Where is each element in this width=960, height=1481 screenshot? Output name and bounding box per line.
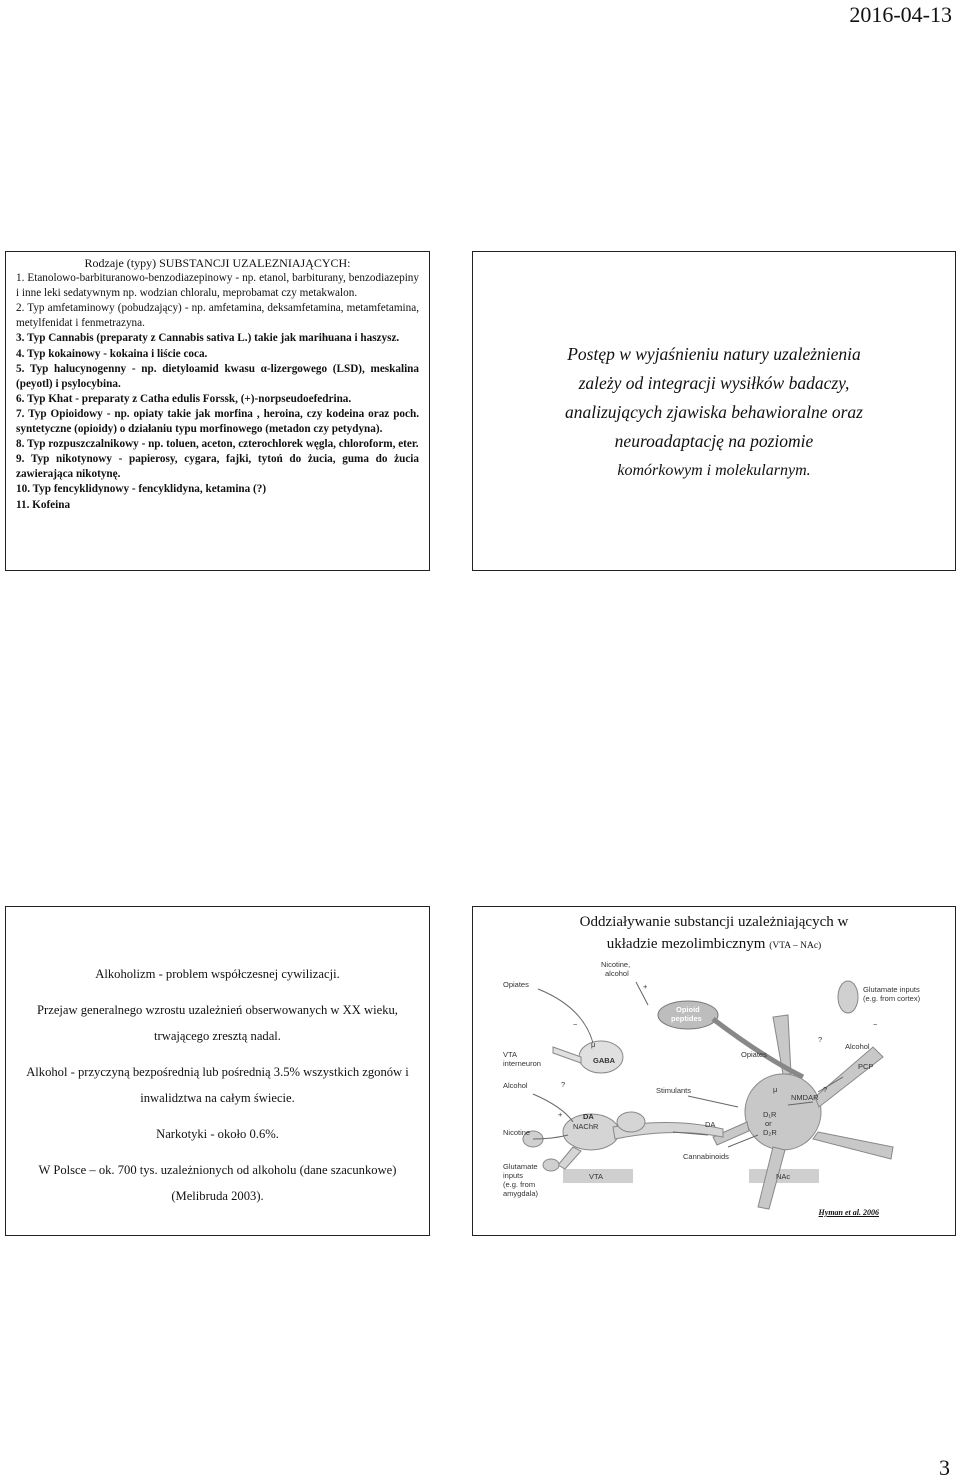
- quote-line: komórkowym i molekularnym.: [617, 462, 811, 479]
- quote-line: neuroadaptację na poziomie: [614, 431, 814, 451]
- quote-line: Postęp w wyjaśnieniu natury uzależnienia: [567, 344, 861, 364]
- page-number: 3: [939, 1455, 950, 1480]
- list-item: 4. Typ kokainowy - kokaina i liście coca.: [16, 347, 208, 360]
- label-da-terminal: DA: [583, 1112, 594, 1121]
- header-date: 2016-04-13: [849, 2, 952, 27]
- list-item: 7. Typ Opioidowy - np. opiaty takie jak morfina , heroina, czy kodeina oraz poch. syntetyczne (opioidy) o działaniu typu morfinowego (metadon czy petydyna).: [16, 407, 419, 436]
- label-opioid-peptides: Opioid: [676, 1005, 700, 1014]
- label-glutamate-bottom: inputs: [503, 1171, 524, 1180]
- label-vta-interneuron: interneuron: [503, 1059, 541, 1068]
- label-nicotine: Nicotine: [503, 1128, 531, 1137]
- label-da-synapse: DA: [705, 1120, 716, 1129]
- label-mu: μ: [591, 1040, 596, 1049]
- label-nmdar: NMDAR: [791, 1093, 819, 1102]
- list-item: 10. Typ fencyklidynowy - fencyklidyna, ketamina (?): [16, 483, 267, 496]
- list-item: 5. Typ halucynogenny - np. dietyloamid kwasu α-lizergowego (LSD), meskalina (peyotl) i psylocybina.: [16, 362, 419, 390]
- label-question: ?: [561, 1080, 566, 1089]
- label-stimulants: Stimulants: [656, 1086, 692, 1095]
- label-glutamate-bottom: (e.g. from: [503, 1180, 536, 1189]
- label-pcp: PCP: [858, 1062, 874, 1071]
- label-gaba: GABA: [593, 1056, 616, 1065]
- slide-title: Rodzaje (typy) SUBSTANCJI UZALEZNIAJĄCYCH:: [84, 256, 351, 270]
- label-question: ?: [818, 1035, 823, 1044]
- paragraph: Alkoholizm - problem współczesnej cywilizacji.: [95, 967, 340, 981]
- label-vta: VTA: [589, 1172, 604, 1181]
- list-item: 11. Kofeina: [16, 498, 71, 511]
- label-d1r: D₁R: [763, 1110, 777, 1119]
- slide-substance-types: [5, 251, 430, 571]
- label-plus: +: [558, 1110, 563, 1119]
- quote-line: zależy od integracji wysiłków badaczy,: [578, 373, 850, 393]
- label-cannabinoids: Cannabinoids: [683, 1152, 729, 1161]
- slide-alcoholism: [5, 906, 430, 1236]
- label-vta-interneuron: VTA: [503, 1050, 518, 1059]
- label-nachr: NAChR: [573, 1122, 599, 1131]
- label-nac: NAc: [776, 1172, 791, 1181]
- list-item: 3. Typ Cannabis (preparaty z Cannabis sativa L.) takie jak marihuana i haszysz.: [16, 332, 400, 345]
- label-minus: −: [873, 1020, 878, 1029]
- paragraph: Narkotyki - około 0.6%.: [156, 1127, 279, 1141]
- list-item: 2. Typ amfetaminowy (pobudzający) - np. amfetamina, deksamfetamina, metamfetamina, metylfenidat i fenmetrazyna.: [16, 302, 419, 330]
- label-question: ?: [823, 1085, 828, 1094]
- list-item: 6. Typ Khat - preparaty z Catha edulis Forssk, (+)-norpseudoefedrina.: [16, 392, 352, 405]
- title-main: układzie mezolimbicznym: [606, 936, 766, 952]
- label-glutamate-bottom: amygdala): [503, 1189, 539, 1198]
- label-glutamate-top: Glutamate inputs: [863, 985, 920, 994]
- slide-quote: [493, 340, 935, 485]
- label-or: or: [765, 1119, 772, 1128]
- list-item: 1. Etanolowo-barbituranowo-benzodiazepinowy - np. etanol, barbiturany, benzodiazepiny i inne leki sedatywnym np. wodzian chloralu, meprobamat czy metakwalon.: [16, 272, 419, 300]
- paragraph: Przejaw generalnego wzrostu uzależnień obserwowanych w XX wieku, trwającego zresztą nadal.: [37, 1003, 398, 1043]
- label-alcohol-left: Alcohol: [503, 1081, 528, 1090]
- label-plus: +: [643, 982, 648, 991]
- label-alcohol-right: Alcohol: [845, 1042, 870, 1051]
- label-nicotine-alcohol: alcohol: [605, 969, 629, 978]
- label-opiates: Opiates: [503, 980, 529, 989]
- paragraph: Alkohol - przyczyną bezpośrednią lub pośrednią 3.5% wszystkich zgonów i inwalidztwa na całym świecie.: [26, 1065, 409, 1105]
- label-minus: −: [573, 1020, 578, 1029]
- label-mu-right: μ: [773, 1085, 778, 1094]
- label-opioid-peptides: peptides: [671, 1014, 702, 1023]
- quote-line: analizujących zjawiska behawioralne oraz: [565, 402, 863, 422]
- list-item: 9. Typ nikotynowy - papierosy, cygara, fajki, tytoń do żucia, guma do żucia zawierająca nikotynę.: [16, 453, 419, 481]
- mesolimbic-diagram: [473, 907, 957, 1237]
- label-opiates-right: Opiates: [741, 1050, 767, 1059]
- label-glutamate-top: (e.g. from cortex): [863, 994, 921, 1003]
- slide-research-progress: [472, 251, 956, 571]
- slide-mesolimbic: [472, 906, 956, 1236]
- label-nicotine-alcohol: Nicotine,: [601, 960, 631, 969]
- list-item: 8. Typ rozpuszczalnikowy - np. toluen, aceton, czterochlorek węgla, chloroform, eter.: [16, 438, 419, 451]
- label-d2r: D₂R: [763, 1128, 777, 1137]
- title-line: Oddziaływanie substancji uzależniających w: [579, 914, 849, 930]
- citation-credit: Hyman et al. 2006: [818, 1208, 879, 1217]
- title-small: (VTA – NAc): [769, 941, 822, 951]
- paragraph: W Polsce – ok. 700 tys. uzależnionych od alkoholu (dane szacunkowe) (Melibruda 2003).: [38, 1163, 397, 1203]
- slide-body: [18, 961, 417, 1219]
- label-glutamate-bottom: Glutamate: [503, 1162, 538, 1171]
